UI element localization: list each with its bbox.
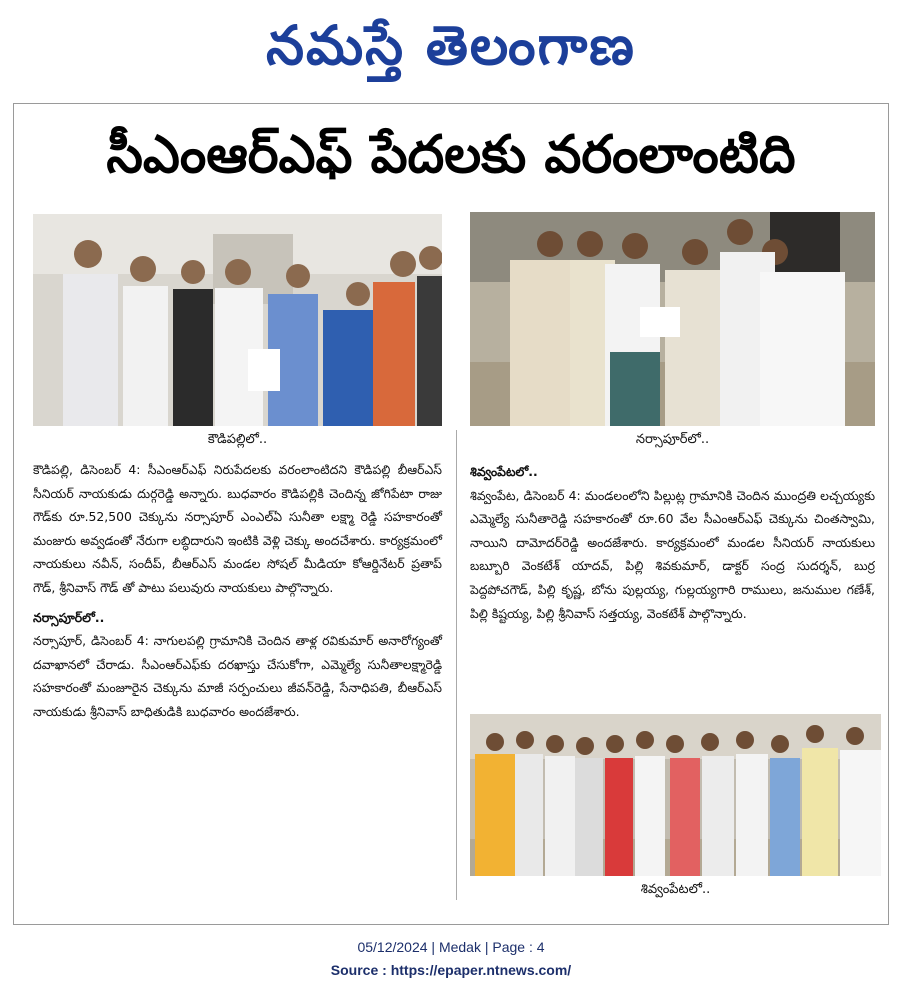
footer-date-line: 05/12/2024 | Medak | Page : 4 — [357, 939, 545, 955]
story-kowdipally: కౌడిపల్లి, డిసెంబర్ 4: సీఎంఆర్ఎఫ్ నిరుపేదలకు వరంలాంటిదని కౌడిపల్లి బీఆర్ఎస్ సీనియర్ నాయకుడు దుర్గరెడ్డి అన్నారు. బుధవారం కౌడిపల్లికి చెందిన్న జోగిపేటా రాజు గౌడ్‌కు రూ.52,500 చెక్కును నర్సాపూర్ ఎంఎల్ఏ సునీతా లక్ష్మా రెడ్డి సహకారంతో మంజురు అవ్వడంతో నేరుగా లబ్ధిదారుని ఇంటికి వెళ్లి చెక్కు అందచేశారు. కార్యక్రమంలో నాయకులు నవీన్, సందీప్, బీఆర్ఎస్ మండల సోషల్ మీడియా కోఆర్డినేటర్ ప్రతాప్ గౌడ్, శ్రీనివాస్ గౌడ్ తో పాటు పలువురు నాయకులు పాల్గొన్నారు. — [33, 462, 442, 595]
column-divider — [456, 430, 457, 900]
footer-source-line: Source : https://epaper.ntnews.com/ — [330, 962, 572, 978]
photo-caption-kowdipally: కౌడిపల్లిలో.. — [207, 432, 268, 447]
story-narsapur: నర్సాపూర్, డిసెంబర్ 4: నాగులపల్లి గ్రామానికి చెందిన తాళ్ల రవికుమార్ అనారోగ్యంతో దవాఖానలో చేరాడు. సీఎంఆర్ఎఫ్‌కు దరఖాస్తు చేసుకోగా, ఎమ్మెల్యే సునీతాలక్ష్మారెడ్డి సహకారంతో మంజూరైన చెక్కును మాజీ సర్పంచులు జీవన్‌రెడ్డి, సేనాధిపతి, బీఆర్ఎస్ నాయకుడు శ్రీనివాస్ బాధితుడికి బుధవారం అందజేశారు. — [33, 633, 442, 719]
left-column — [33, 458, 442, 724]
subhead-shivampet: శివ్వంపేటలో.. — [470, 464, 538, 479]
photo-kowdipally — [33, 214, 442, 426]
masthead-title: నమస్తే తెలంగాణ — [266, 13, 636, 77]
photo-shivampet — [470, 714, 881, 876]
photo-narsapur — [470, 212, 875, 426]
story-shivampet: శివ్వంపేట, డిసెంబర్ 4: మండలంలోని పిల్లుట్ల గ్రామానికి చెందిన ముంద్రతి లచ్చయ్యకు ఎమ్మెల్యే సునీతారెడ్డి సహకారంతో రూ.60 వేల సీఎంఆర్ఎఫ్ చెక్కును చింతస్వామి, నాయిని దామోదర్‌రెడ్డి అందజేశారు. కార్యక్రమంలో మండల సీనియర్ నాయకులు బబ్బూరి వెంకటేశ్ యాదవ్, పిల్లి శివకుమార్, డాక్టర్ సంద్ర సుదర్శన్, బుర్ర పెద్దపోచగౌడ్, పిల్లి కృష్ణ, బోను పుల్లయ్య, గుల్లయ్యగారి రాములు, జనుముల గణేశ్, పిల్లి కిష్టయ్య, పిల్లి శ్రీనివాస్ సత్తయ్య, వెంకటేశ్ పాల్గొన్నారు. — [470, 487, 875, 621]
photo-caption-narsapur: నర్సాపూర్‌లో.. — [635, 432, 710, 447]
right-column — [470, 460, 875, 625]
photo-caption-shivampet: శివ్వంపేటలో.. — [640, 882, 711, 897]
subhead-narsapur: నర్సాపూర్‌లో.. — [33, 609, 105, 625]
headline: సీఎంఆర్ఎఫ్ పేదలకు వరంలాంటిది — [106, 125, 796, 185]
